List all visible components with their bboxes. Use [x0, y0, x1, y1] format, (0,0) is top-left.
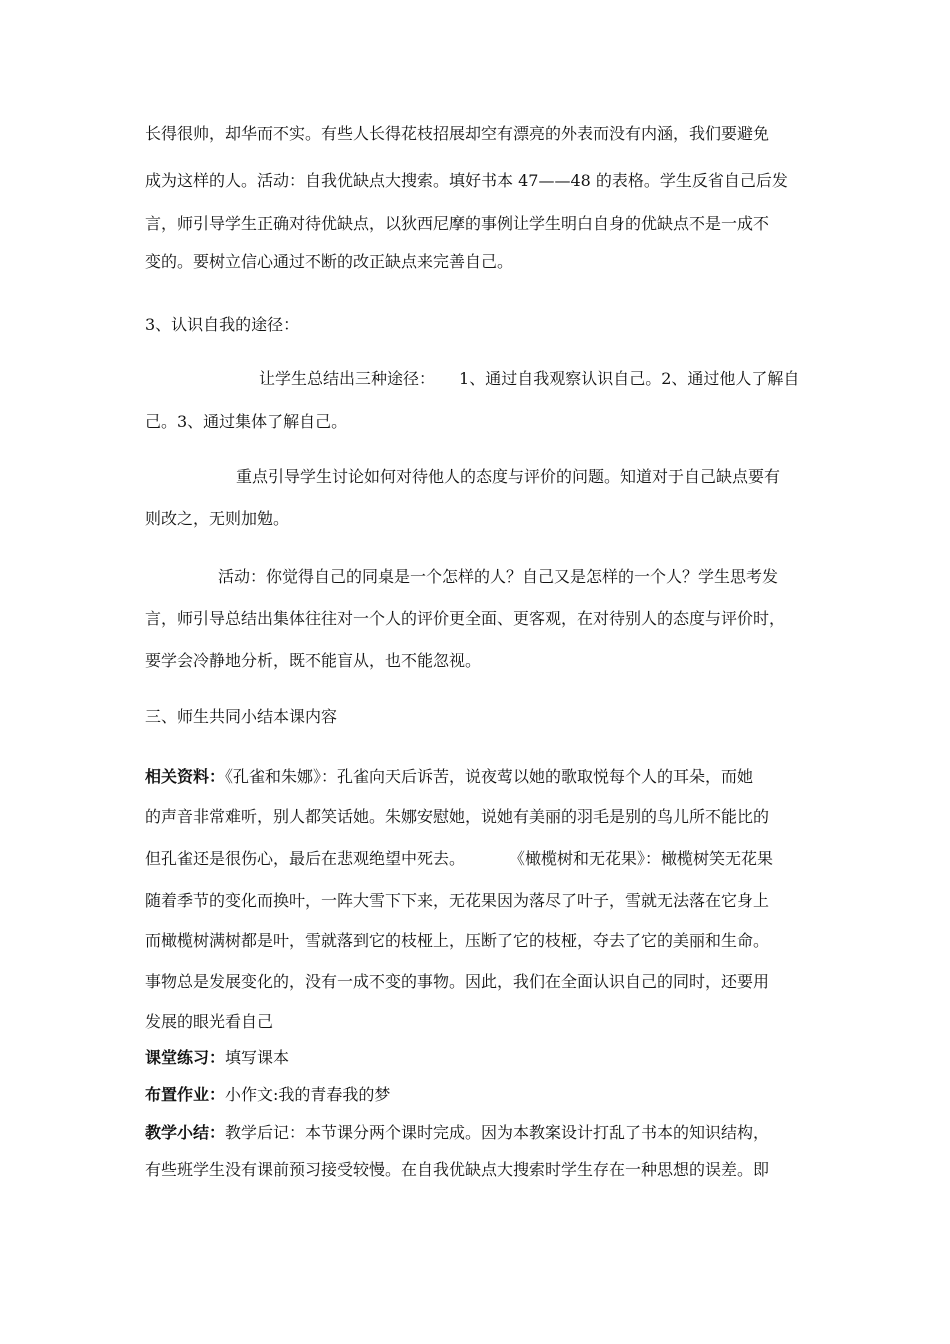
materials-line-1: [145, 766, 810, 788]
paths-line-1: [259, 368, 819, 390]
materials-line-3: [145, 848, 810, 870]
section-3-heading: 3、认识自我的途径：: [145, 315, 300, 334]
para1-line-2: 成为这样的人。活动：自我优缺点大搜索。填好书本 47——48 的表格。学生反省自己后发: [145, 171, 788, 190]
teaching-summary-label: 教学小结：: [145, 1123, 226, 1142]
materials-line-5: 而橄榄树满树都是叶，雪就落到它的枝桠上，压断了它的枝桠，夺去了它的美丽和生命。: [145, 931, 770, 950]
practice-text: 填写课本: [225, 1048, 290, 1067]
paths-list: 1、通过自我观察认识自己。2、通过他人了解自: [459, 369, 800, 388]
focus-line-2: 则改之，无则加勉。: [145, 509, 290, 528]
summary-heading: 三、师生共同小结本课内容: [145, 707, 338, 726]
materials-line-6: 事物总是发展变化的，没有一成不变的事物。因此，我们在全面认识自己的同时，还要用: [145, 972, 770, 991]
paths-intro: 让学生总结出三种途径：: [259, 369, 436, 388]
materials-line-4: 随着季节的变化而换叶，一阵大雪下下来，无花果因为落尽了叶子，雪就无法落在它身上: [145, 891, 770, 910]
teaching-summary-line-1: [145, 1122, 810, 1144]
practice-label: 课堂练习：: [145, 1048, 226, 1067]
teaching-summary-line-2: 有些班学生没有课前预习接受较慢。在自我优缺点大搜索时学生存在一种思想的误差。即: [145, 1160, 770, 1179]
activity-line-3: 要学会冷静地分析，既不能盲从，也不能忽视。: [145, 651, 482, 670]
homework-label: 布置作业：: [145, 1085, 226, 1104]
para1-line-3: 言，师引导学生正确对待优缺点，以狄西尼摩的事例让学生明白自身的优缺点不是一成不: [145, 214, 770, 233]
homework-line: [145, 1084, 810, 1106]
paths-line-2: 己。3、通过集体了解自己。: [145, 412, 348, 431]
practice-line: [145, 1047, 810, 1069]
para1-line-1: 长得很帅，却华而不实。有些人长得花枝招展却空有漂亮的外表而没有内涵，我们要避免: [145, 124, 770, 143]
materials-line-2: 的声音非常难听，别人都笑话她。朱娜安慰她，说她有美丽的羽毛是别的鸟儿所不能比的: [145, 807, 770, 826]
materials-text-1: 《孔雀和朱娜》：孔雀向天后诉苦，说夜莺以她的歌取悦每个人的耳朵，而她: [225, 767, 754, 786]
activity-line-1: 活动：你觉得自己的同桌是一个怎样的人？自己又是怎样的一个人？学生思考发: [218, 567, 779, 586]
homework-text: 小作文:我的青春我的梦: [225, 1085, 391, 1104]
materials-text-3b: 《橄榄树和无花果》：橄榄树笑无花果: [509, 849, 774, 868]
para1-line-4: 变的。要树立信心通过不断的改正缺点来完善自己。: [145, 252, 514, 271]
materials-line-7: 发展的眼光看自己: [145, 1012, 274, 1031]
materials-text-3a: 但孔雀还是很伤心，最后在悲观绝望中死去。: [145, 849, 466, 868]
teaching-summary-text-1: 教学后记：本节课分两个课时完成。因为本教案设计打乱了书本的知识结构，: [225, 1123, 770, 1142]
activity-line-2: 言，师引导总结出集体往往对一个人的评价更全面、更客观，在对待别人的态度与评价时，: [145, 609, 786, 628]
materials-label: 相关资料：: [145, 767, 226, 786]
focus-line-1: 重点引导学生讨论如何对待他人的态度与评价的问题。知道对于自己缺点要有: [236, 467, 781, 486]
